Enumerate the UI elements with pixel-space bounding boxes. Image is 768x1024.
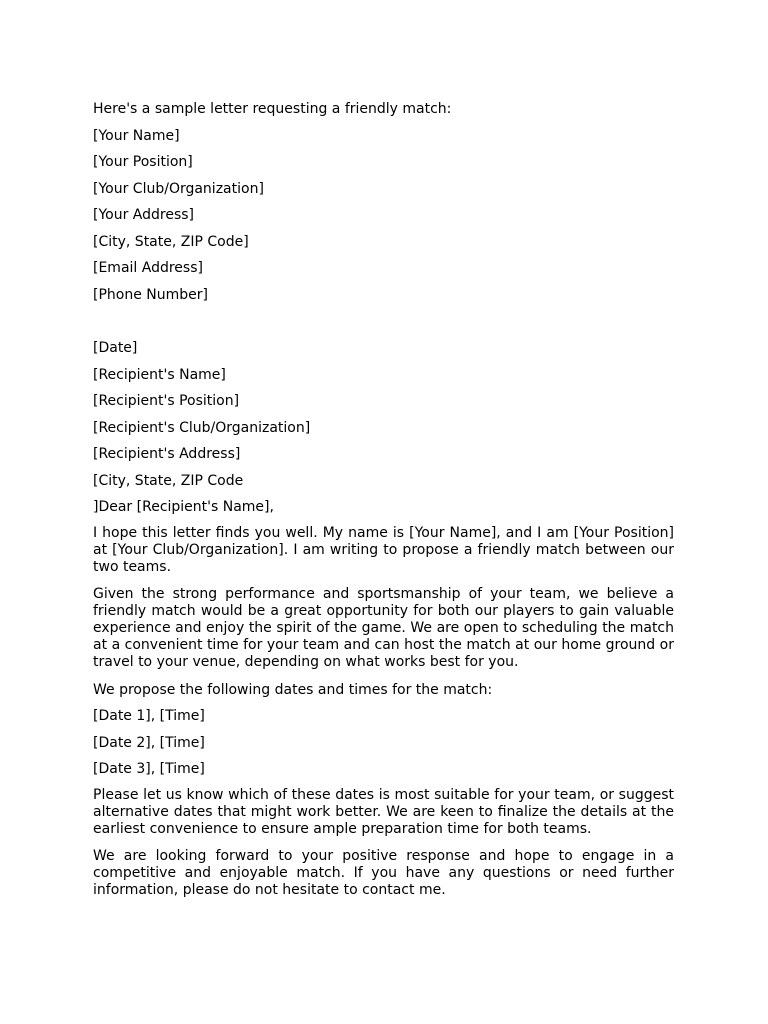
- sender-phone: [Phone Number]: [93, 286, 208, 303]
- intro-line: Here's a sample letter requesting a friendly match:: [93, 101, 452, 117]
- recipient-name: [Recipient's Name]: [93, 366, 226, 383]
- body-paragraph-request: Please let us know which of these dates is most suitable for your team, or suggest alternative dates that might work better. We are keen to finalize the details at the earliest convenience to ensure ample preparation time for both teams.: [93, 786, 674, 837]
- proposed-dates-list: [93, 707, 674, 787]
- sender-name: [Your Name]: [93, 127, 180, 144]
- body-paragraph-dates-intro: We propose the following dates and times for the match:: [93, 681, 493, 698]
- sender-address: [Your Address]: [93, 207, 195, 223]
- recipient-city-state-zip: [City, State, ZIP Code: [93, 472, 244, 489]
- recipient-address: [Recipient's Address]: [93, 446, 241, 462]
- recipient-position: [Recipient's Position]: [93, 393, 240, 409]
- letter-date: [Date]: [93, 340, 138, 356]
- salutation: ]Dear [Recipient's Name],: [93, 499, 274, 515]
- sender-block: [93, 127, 674, 313]
- blank-line: [93, 312, 674, 339]
- recipient-block: [93, 366, 674, 499]
- proposed-date-item: [Date 3], [Time]: [93, 761, 205, 777]
- proposed-date-item: [Date 2], [Time]: [93, 734, 205, 751]
- sender-position: [Your Position]: [93, 154, 193, 170]
- sender-city-state-zip: [City, State, ZIP Code]: [93, 233, 249, 250]
- body-paragraph-closing: We are looking forward to your positive response and hope to engage in a competitive and enjoyable match. If you have any questions or need further information, please do not hesitate to contact me.: [93, 847, 674, 898]
- letter-page: [93, 100, 674, 909]
- recipient-organization: [Recipient's Club/Organization]: [93, 419, 311, 436]
- sender-organization: [Your Club/Organization]: [93, 180, 264, 197]
- body-paragraph-introduction: I hope this letter finds you well. My name is [Your Name], and I am [Your Position] at [Your Club/Organization]. I am writing to propose a friendly match between our two teams.: [93, 524, 674, 575]
- proposed-date-item: [Date 1], [Time]: [93, 708, 205, 724]
- body-paragraph-proposal: Given the strong performance and sportsmanship of your team, we believe a friendly match would be a great opportunity for both our players to gain valuable experience and enjoy the spirit of the game. We are open to scheduling the match at a convenient time for your team and can host the match at our home ground or travel to your venue, depending on what works best for you.: [93, 585, 674, 670]
- sender-email: [Email Address]: [93, 260, 203, 276]
